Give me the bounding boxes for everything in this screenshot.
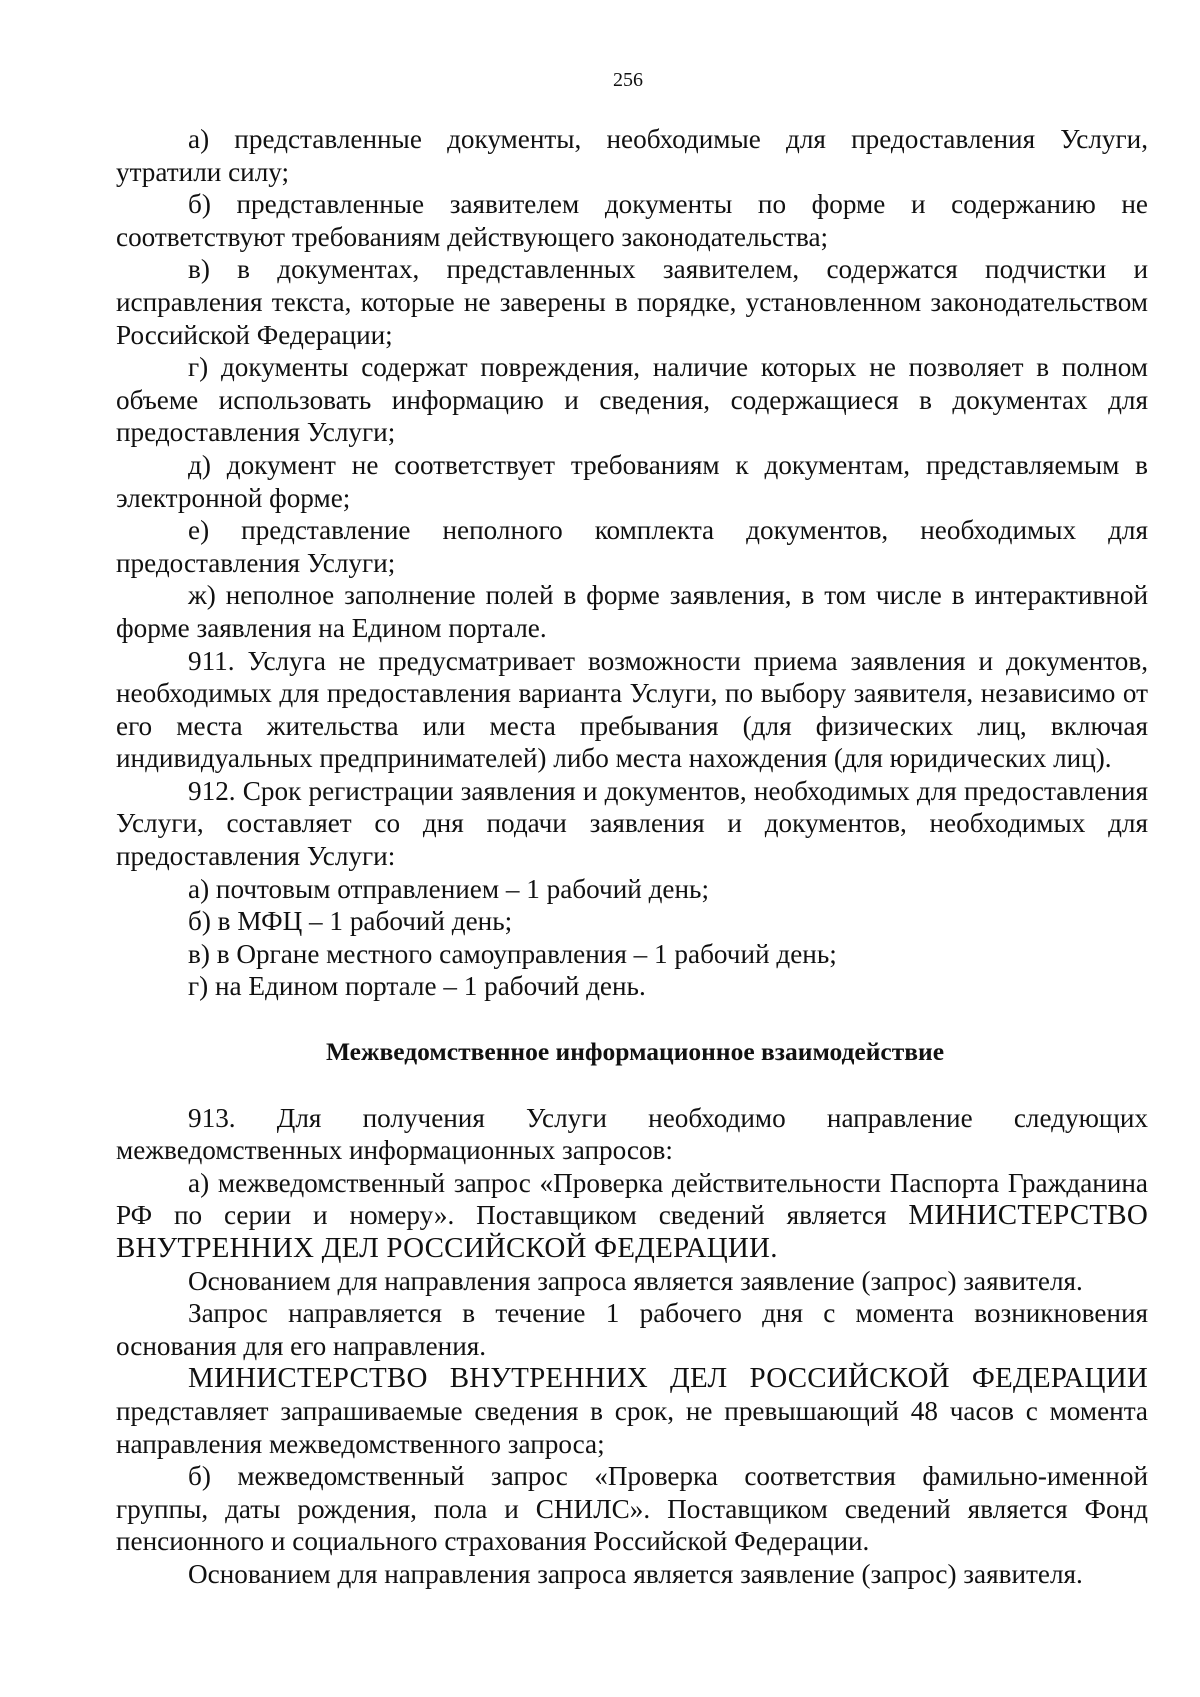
- paragraph-term-1: Запрос направляется в течение 1 рабочего дня с момента возникновения основания для его направления.: [116, 1298, 1148, 1361]
- term-item-post: а) почтовым отправлением – 1 рабочий день;: [188, 873, 709, 904]
- term-item-portal: г) на Едином портале – 1 рабочий день.: [188, 971, 646, 1002]
- paragraph-d-electronic: д) документ не соответствует требованиям к документам, представляемым в электронной форме;: [116, 449, 1148, 513]
- paragraph-basis-2: Основанием для направления запроса является заявление (запрос) заявителя.: [188, 1558, 1083, 1589]
- paragraph-a-expired: а) представленные документы, необходимые для предоставления Услуги, утратили силу;: [116, 124, 1148, 187]
- paragraph-912: 912. Срок регистрации заявления и документов, необходимых для предоставления Услуги, составляет со дня подачи заявления и документов, необходимых для предоставления Услуги:: [116, 775, 1148, 872]
- paragraph-e-incomplete: е) представление неполного комплекта документов, необходимых для предоставления Услуги;: [116, 515, 1148, 578]
- paragraph-basis-1: Основанием для направления запроса является заявление (запрос) заявителя.: [188, 1265, 1083, 1296]
- paragraph-g-damage: г) документы содержат повреждения, наличие которых не позволяет в полном объеме использовать информацию и сведения, содержащиеся в документах для предоставления Услуги;: [116, 352, 1148, 448]
- paragraph-913: 913. Для получения Услуги необходимо направление следующих межведомственных информационных запросов:: [116, 1102, 1148, 1166]
- section-heading: Межведомственное информационное взаимодействие: [325, 1037, 945, 1067]
- page-number: 256: [613, 69, 643, 91]
- paragraph-request-b: б) межведомственный запрос «Проверка соответствия фамильно-именной группы, даты рождения, пола и СНИЛС». Поставщиком сведений является Фонд пенсионного и социального страхования Российской Федерации.: [116, 1461, 1148, 1557]
- paragraph-request-a: [116, 1167, 1148, 1265]
- term-item-local-authority: в) в Органе местного самоуправления – 1 рабочий день;: [188, 938, 837, 969]
- mvd-name: МИНИСТЕРСТВО ВНУТРЕННИХ ДЕЛ РОССИЙСКОЙ ФЕДЕРАЦИИ: [188, 1362, 1148, 1395]
- term-item-mfc: б) в МФЦ – 1 рабочий день;: [188, 906, 513, 937]
- request-a-provider: МИНИСТЕРСТВО ВНУТРЕННИХ ДЕЛ РОССИЙСКОЙ ФЕДЕРАЦИИ.: [116, 1199, 1148, 1264]
- paragraph-911: 911. Услуга не предусматривает возможности приема заявления и документов, необходимых для предоставления варианта Услуги, по выбору заявителя, независимо от его места жительства или места пребывания (для физических лиц, включая индивидуальных предпринимателей) либо места нахождения (для юридических лиц).: [116, 645, 1148, 774]
- paragraph-mvd-response: [116, 1362, 1148, 1460]
- request-a-text: а) межведомственный запрос «Проверка действительности Паспорта Гражданина РФ по серии и номеру». Поставщиком сведений является: [116, 1167, 1148, 1231]
- mvd-response-text: представляет запрашиваемые сведения в срок, не превышающий 48 часов с момента направления межведомственного запроса;: [116, 1395, 1148, 1459]
- paragraph-v-corrections: в) в документах, представленных заявителем, содержатся подчистки и исправления текста, которые не заверены в порядке, установленном законодательством Российской Федерации;: [116, 254, 1148, 350]
- paragraph-b-nonconforming: б) представленные заявителем документы по форме и содержанию не соответствуют требованиям действующего законодательства;: [116, 189, 1148, 252]
- paragraph-zh-form-fields: ж) неполное заполнение полей в форме заявления, в том числе в интерактивной форме заявления на Едином портале.: [116, 580, 1148, 643]
